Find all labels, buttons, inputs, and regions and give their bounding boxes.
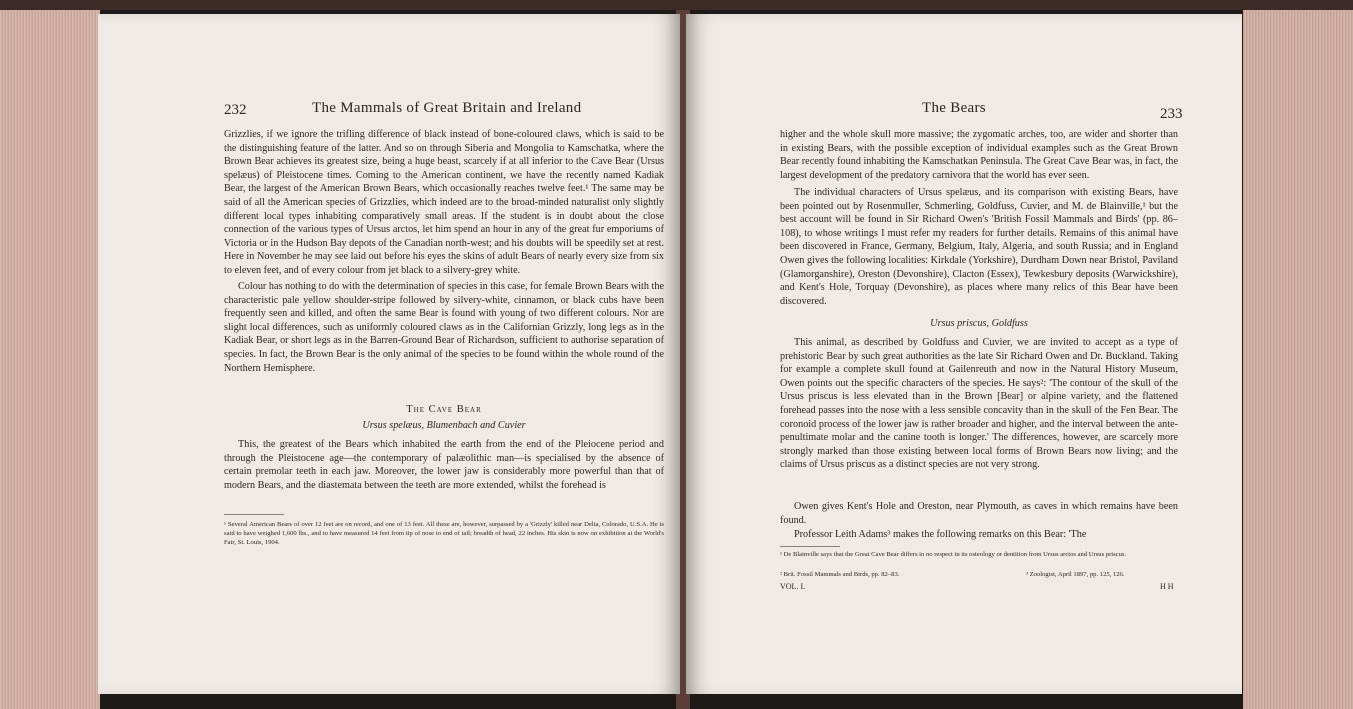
section-heading: The Cave Bear bbox=[406, 404, 482, 415]
right-page bbox=[686, 14, 1242, 694]
page-number: 232 bbox=[224, 102, 247, 118]
paragraph-4: Owen gives Kent's Hole and Oreston, near Plymouth, as caves in which remains have been found. bbox=[780, 501, 1178, 526]
paragraph-5: Professor Leith Adams³ makes the following remarks on this Bear: 'The bbox=[794, 529, 1087, 540]
footnote-rule bbox=[780, 546, 840, 547]
paragraph-2: Colour has nothing to do with the determination of species in this case, for female Brown Bears with the characteristic pale yellow shoulder-stripe followed by silvery-white, cinnamon, or black cubs have been frequently seen and killed, and often the same Bear is found with young of two different colours. Nor are slight local differences, such as uniformly coloured claws as in the Californian Grizzly, long legs as in the Kadiak Bear, or short legs as in the Barren-Ground Bear of Richardson, sufficient to authorise separation of species. In fact, the Brown Bear is the only animal of the species to be found within the whole round of the Northern Hemisphere. bbox=[224, 281, 664, 374]
footnote-rule bbox=[224, 514, 284, 515]
paragraph-1: Grizzlies, if we ignore the trifling difference of black instead of bone-coloured claws, which is said to be the distinguishing feature of the latter. And so on through Siberia and Mongolia to Kamschatka, where the Brown Bear achieves its greatest size, being a huge beast, scarcely if at all inferior to the Cave Bear (Ursus spelæus) of Pleistocene times. Coming to the American continent, we have the recently named Kadiak Bear, the largest of the American Brown Bears, which occasionally reaches twelve feet.¹ The same may be said of all the American species of Grizzlies, which indeed are to the broad-minded naturalist only slightly different local types inhabiting comparatively small areas. If the student is in doubt about the close connection of the various types of Ursus arctos, let him spend an hour in any of the great fur emporiums of Victoria or in the Hudson Bay depots of the Canadian north-west; and his doubts will be speedily set at rest. Here in November he may see laid out before his eyes the skins of adult Bears of nearly every size from six to eleven feet, and of every colour from jet black to a silvery-grey white. bbox=[224, 129, 664, 276]
running-head: The Bears bbox=[922, 100, 986, 116]
paragraph-3: This animal, as described by Goldfuss and Cuvier, we are invited to accept as a type of prehistoric Bear by such great authorities as the late Sir Richard Owen and Dr. Buckland. Taking for example a complete skull found at Gailenreuth and now in the Natural History Museum, Owen points out the specific characters of the species. He says²: 'The contour of the skull of the Ursus priscus is less elevated than in the Brown [Bear] or alpine variety, and the flattened forehead passes into the nose with a less sensible concavity than in the skull of the Fen Bear. The coronoid process of the lower jaw is rather broader and higher, and the interval between the ante-penultimate molar and the canine tooth is longer.' The differences, however, are scarcely more strongly marked than those existing between local forms of Brown Bears now living; and the claims of Ursus priscus as a distinct species are not very strong. bbox=[780, 337, 1178, 471]
section-subheading: Ursus spelæus, Blumenbach and Cuvier bbox=[362, 420, 526, 431]
left-page bbox=[98, 14, 680, 694]
paragraph-1: higher and the whole skull more massive; the zygomatic arches, too, are wider and shorter than in existing Bears, with the possible exception of individual examples such as the Great Brown Bear recently found inhabiting the Kamschatkan Peninsula. The Great Cave Bear was, in fact, the largest development of the predatory carnivora that the world has ever seen. bbox=[780, 129, 1178, 181]
section-subheading: Ursus priscus, Goldfuss bbox=[930, 318, 1028, 329]
footnote: ¹ Several American Bears of over 12 feet are on record, and one of 13 feet. All these are, however, surpassed by a 'Grizzly' killed near Delta, Colorado, U.S.A. He is said to have weighed 1,600 lbs., and to have measured 14 feet from tip of nose to end of tail; breadth of head, 22 inches. His skin is now on exhibition at the World's Fair, St. Louis, 1904. bbox=[224, 521, 664, 546]
footnote-2: ² Brit. Fossil Mammals and Birds, pp. 82–83. bbox=[780, 571, 900, 578]
paragraph-2: The individual characters of Ursus spelæus, and its comparison with existing Bears, have been pointed out by Rosenmuller, Schmerling, Goldfuss, Cuvier, and M. de Blainville,¹ but the best account will be found in Sir Richard Owen's 'British Fossil Mammals and Birds' (pp. 86–108), to whose writings I must refer my readers for further details. Remains of this animal have been discovered in France, Germany, Belgium, Italy, Algeria, and south Russia; and in England Owen gives the following localities: Kirkdale (Yorkshire), Durdham Down near Bristol, Paviland (Glamorganshire), Oreston (Devonshire), Clacton (Essex), Tewkesbury deposits (Warwickshire), and Kent's Hole, Torquay (Devonshire), as places where many relics of this Bear have been discovered. bbox=[780, 187, 1178, 307]
footnote-1: ¹ De Blainville says that the Great Cave Bear differs in no respect in its osteology or dentition from Ursus arctos and Ursus priscus. bbox=[780, 551, 1127, 558]
volume-signature: VOL. I. bbox=[780, 582, 806, 591]
gathering-signature: H H bbox=[1160, 582, 1174, 591]
running-head: The Mammals of Great Britain and Ireland bbox=[312, 100, 582, 116]
right-page-edges bbox=[1243, 10, 1353, 709]
footnote-3: ³ Zoologist, April 1897, pp. 125, 126. bbox=[1026, 571, 1125, 578]
left-page-edges bbox=[0, 10, 100, 709]
book-top-edge bbox=[0, 0, 1353, 10]
paragraph-3: This, the greatest of the Bears which inhabited the earth from the end of the Pleiocene period and through the Pleistocene age—the contemporary of palæolithic man—is specialised by the absence of certain premolar teeth in each jaw. Moreover, the lower jaw is considerably more powerful than that of modern Bears, and the diastemata between the teeth are more extended, whilst the forehead is bbox=[224, 439, 664, 491]
page-number: 233 bbox=[1160, 106, 1183, 122]
